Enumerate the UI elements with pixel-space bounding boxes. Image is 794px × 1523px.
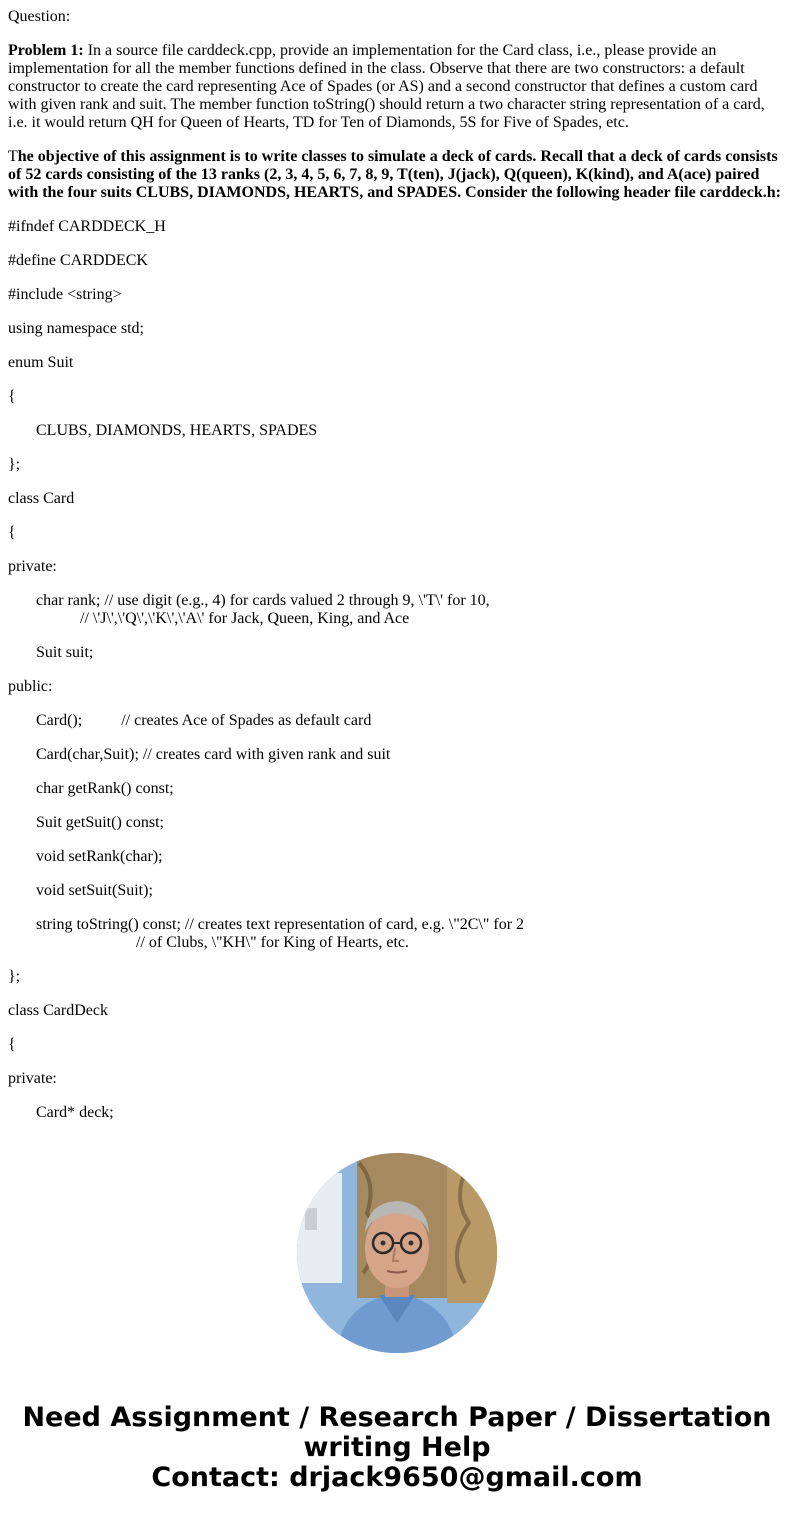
footer-banner xyxy=(0,1403,794,1493)
objective-lead: T xyxy=(8,148,18,165)
code-line-set-suit: void setSuit(Suit); xyxy=(36,882,153,899)
code-line-ifndef: #ifndef CARDDECK_H xyxy=(8,218,166,235)
code-line-set-rank: void setRank(char); xyxy=(36,848,163,865)
code-line-brace-open: { xyxy=(8,1036,16,1053)
code-line-private: private: xyxy=(8,558,57,575)
code-line-brace-close: }; xyxy=(8,456,21,473)
code-line-brace-open: { xyxy=(8,388,16,405)
code-line-enum-values: CLUBS, DIAMONDS, HEARTS, SPADES xyxy=(36,422,318,439)
code-to-string-comment: // of Clubs, \"KH\" for King of Hearts, etc. xyxy=(136,934,410,951)
code-line-deck: Card* deck; xyxy=(36,1104,114,1121)
code-rank-text: char rank; // use digit (e.g., 4) for cards valued 2 through 9, \'T\' for 10, xyxy=(36,592,490,609)
code-line-get-rank: char getRank() const; xyxy=(36,780,174,797)
code-line-public: public: xyxy=(8,678,53,695)
code-line-enum: enum Suit xyxy=(8,354,74,371)
problem-label: Problem 1: xyxy=(8,42,84,59)
problem-text: In a source file carddeck.cpp, provide an implementation for the Card class, i.e., please provide an implementation for all the member functions defined in the class. Observe that there are two constructors: a default constructor to create the card representing Ace of Spades (or AS) and a second constructor that defines a custom card with given rank and suit. The member function toString() should return a two character string representation of a card, i.e. it would return QH for Queen of Hearts, TD for Ten of Diamonds, 5S for Five of Spades, etc. xyxy=(8,42,765,131)
code-to-string-text: string toString() const; // creates text representation of card, e.g. \"2C\" for 2 xyxy=(36,916,525,933)
author-portrait-image xyxy=(297,1153,497,1353)
footer-line-2: writing Help xyxy=(303,1432,491,1463)
problem-paragraph xyxy=(8,42,786,132)
code-line-private: private: xyxy=(8,1070,57,1087)
code-default-ctor-comment: // creates Ace of Spades as default card xyxy=(121,712,372,729)
author-avatar xyxy=(297,1153,497,1353)
objective-paragraph xyxy=(8,148,786,202)
code-line-class-card: class Card xyxy=(8,490,75,507)
code-rank-comment: // \'J\',\'Q\',\'K\',\'A\' for Jack, Queen, King, and Ace xyxy=(80,610,410,627)
code-line-brace-close: }; xyxy=(8,968,21,985)
question-label: Question: xyxy=(8,8,71,25)
code-line-brace-open: { xyxy=(8,524,16,541)
code-line-to-string xyxy=(8,916,786,952)
footer-contact: Contact: drjack9650@gmail.com xyxy=(151,1462,643,1493)
objective-text: he objective of this assignment is to write classes to simulate a deck of cards. Recall that a deck of cards consists of 52 cards consisting of the 13 ranks (2, 3, 4, 5, 6, 7, 8, 9, T(ten), J(jack), Q(queen), K(kind), and A(ace) paired with the four suits CLUBS, DIAMONDS, HEARTS, and SPADES. Consider the following header file carddeck.h: xyxy=(8,148,781,201)
code-line-class-carddeck: class CardDeck xyxy=(8,1002,108,1019)
code-line-include: #include <string> xyxy=(8,286,122,303)
footer-line-1: Need Assignment / Research Paper / Dissertation xyxy=(22,1402,772,1433)
code-line-define: #define CARDDECK xyxy=(8,252,148,269)
code-line-using: using namespace std; xyxy=(8,320,144,337)
code-line-custom-ctor: Card(char,Suit); // creates card with given rank and suit xyxy=(36,746,391,763)
code-line-suit: Suit suit; xyxy=(36,644,94,661)
code-line-rank xyxy=(8,592,786,628)
code-default-ctor-decl: Card(); xyxy=(36,712,83,729)
code-line-default-ctor xyxy=(8,712,786,730)
code-line-get-suit: Suit getSuit() const; xyxy=(36,814,164,831)
